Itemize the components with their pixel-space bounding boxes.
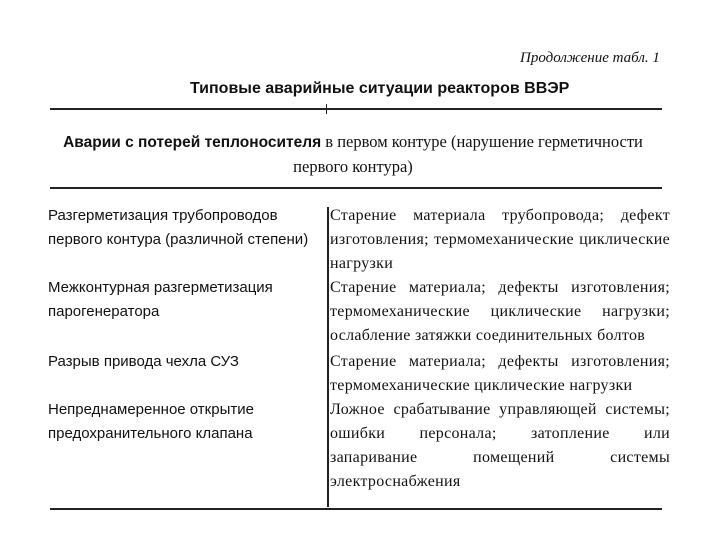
causes-cell-3: Старение материала; дефекты изготовления; термомеханические циклические нагрузки: [330, 353, 670, 394]
top-rule: [50, 108, 662, 110]
situation-cell-2: Межконтурная разгерметизация парогенератора: [48, 279, 273, 320]
situation-cell-3: Разрыв привода чехла СУЗ: [48, 353, 239, 370]
table-continuation-label: Продолжение табл. 1: [520, 50, 660, 66]
header-rule: [50, 187, 662, 189]
causes-cell-1: Старение материала трубопровода; дефект изготовления; термомеханические циклические нагрузки: [330, 207, 670, 272]
bottom-rule: [50, 508, 662, 510]
top-rule-tick: [326, 104, 327, 114]
causes-cell-4: Ложное срабатывание управляющей системы; ошибки персонала; затопление или запаривание помещений системы электроснабжения: [330, 401, 670, 490]
section-header: [48, 130, 658, 179]
situation-cell-1: Разгерметизация трубопроводов первого контура (различной степени): [48, 207, 309, 248]
causes-cell-2: Старение материала; дефекты изготовления; термомеханические циклические нагрузки; ослабление затяжки соединительных болтов: [330, 279, 670, 344]
situation-cell-4: Непреднамеренное открытие предохранительного клапана: [48, 401, 254, 442]
section-header-rest: в первом контуре (нарушение герметичности первого контура): [293, 132, 643, 176]
table-title: Типовые аварийные ситуации реакторов ВВЭР: [190, 80, 570, 97]
section-header-bold: Аварии с потерей теплоносителя: [63, 134, 322, 151]
